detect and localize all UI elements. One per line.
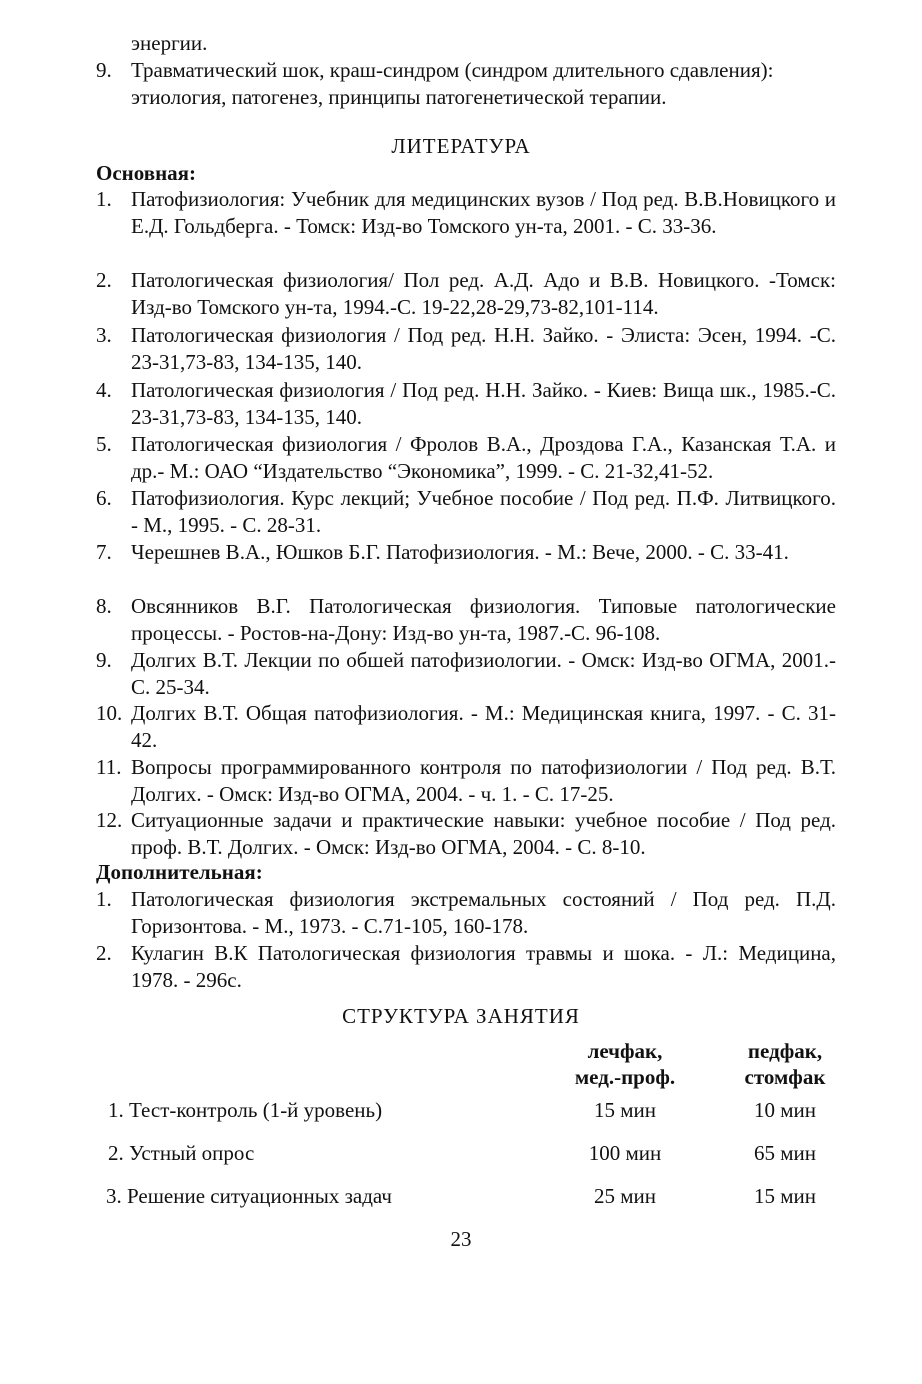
ref-number: 8. [96,594,112,618]
ref-number: 4. [96,378,112,402]
main-ref-12 [96,807,836,861]
ref-number: 7. [96,540,112,564]
additional-literature-heading: Дополнительная: [96,860,263,884]
main-ref-9 [96,647,836,701]
ref-text: Патологическая физиология / Под ред. Н.Н. Зайко. - Киев: Вища шк., 1985.-С. 23-31,73-83, 134-135, 140. [131,378,836,429]
column-header-line: стомфак [744,1065,826,1089]
ref-text: Патофизиология. Курс лекций; Учебное пособие / Под ред. П.Ф. Литвицкого. - М., 1995. - С. 28-31. [131,486,836,537]
main-ref-8 [96,593,836,647]
duration-pedfak: 15 мин [753,1184,816,1208]
main-ref-4 [96,377,836,431]
ref-text: Патологическая физиология / Под ред. Н.Н. Зайко. - Элиста: Эсен, 1994. -С. 23-31,73-83, 134-135, 140. [131,323,836,374]
ref-number: 3. [96,323,112,347]
ref-text: Патологическая физиология/ Пол ред. А.Д. Адо и В.В. Новицкого. -Томск: Изд-во Томского ун-та, 1994.-С. 19-22,28-29,73-82,101-114. [131,268,836,319]
question-text-line-2: этиология, патогенез, принципы патогенетической терапии. [131,85,667,109]
ref-text: Патологическая физиология экстремальных состояний / Под ред. П.Д. Горизонтова. - М., 1973. - С.71-105, 160-178. [131,887,836,938]
question-text-line-1: Травматический шок, краш-синдром (синдром длительного сдавления): [131,58,774,82]
ref-number: 12. [96,808,123,832]
schedule-row [0,1183,922,1213]
schedule-row [0,1140,922,1170]
ref-text: Ситуационные задачи и практические навыки: учебное пособие / Под ред. проф. В.Т. Долгих. - Омск: Изд-во ОГМА, 2004. - С. 8-10. [131,808,836,859]
column-header-line: лечфак, [587,1039,663,1063]
ref-number: 2. [96,268,112,292]
ref-number: 5. [96,432,112,456]
activity-name: 1. Тест-контроль (1-й уровень) [108,1098,383,1122]
ref-text: Долгих В.Т. Лекции по обшей патофизиологии. - Омск: Изд-во ОГМА, 2001.-С. 25-34. [131,648,836,699]
extra-ref-2 [96,940,836,994]
column-header-line: педфак, [747,1039,823,1063]
schedule-title: СТРУКТУРА ЗАНЯТИЯ [342,1004,580,1028]
ref-text: Патологическая физиология / Фролов В.А., Дроздова Г.А., Казанская Т.А. и др.- М.: ОАО “Издательство “Экономика”, 1999. - С. 21-32,41-52. [131,432,836,483]
ref-text: Кулагин В.К Патологическая физиология травмы и шока. - Л.: Медицина, 1978. - 296с. [131,941,836,992]
main-ref-7 [96,539,836,566]
column-header-lechfak [555,1038,695,1090]
ref-text: Вопросы программированного контроля по патофизиологии / Под ред. В.Т. Долгих. - Омск: Изд-во ОГМА, 2004. - ч. 1. - С. 17-25. [131,755,836,806]
ref-text: Черешнев В.А., Юшков Б.Г. Патофизиология. - М.: Вече, 2000. - С. 33-41. [131,540,789,564]
ref-text: Патофизиология: Учебник для медицинских вузов / Под ред. В.В.Новицкого и Е.Д. Гольдберга. - Томск: Изд-во Томского ун-та, 2001. - С. 33-36. [131,187,836,238]
continued-text: энергии. [131,31,208,55]
activity-name: 2. Устный опрос [108,1141,255,1165]
ref-number: 11. [96,755,122,779]
activity-name: 3. Решение ситуационных задач [106,1184,392,1208]
ref-text: Овсянников В.Г. Патологическая физиология. Типовые патологические процессы. - Ростов-на-Дону: Изд-во ун-та, 1987.-С. 96-108. [131,594,836,645]
ref-text: Долгих В.Т. Общая патофизиология. - М.: Медицинская книга, 1997. - С. 31-42. [131,701,836,752]
main-ref-1 [96,186,836,240]
ref-number: 10. [96,701,123,725]
main-ref-10 [96,700,836,754]
duration-pedfak: 10 мин [753,1098,816,1122]
literature-title: ЛИТЕРАТУРА [391,134,531,158]
ref-number: 2. [96,941,112,965]
ref-number: 1. [96,187,112,211]
column-header-pedfak [720,1038,850,1090]
question-number: 9. [96,58,112,82]
extra-ref-1 [96,886,836,940]
page-number: 23 [450,1227,472,1251]
ref-number: 9. [96,648,112,672]
duration-lechfak: 25 мин [593,1184,656,1208]
ref-number: 6. [96,486,112,510]
main-ref-5 [96,431,836,485]
main-ref-6 [96,485,836,539]
main-ref-3 [96,322,836,376]
duration-lechfak: 15 мин [593,1098,656,1122]
ref-number: 1. [96,887,112,911]
main-ref-2 [96,267,836,321]
duration-pedfak: 65 мин [753,1141,816,1165]
column-header-line: мед.-проф. [574,1065,676,1089]
main-literature-heading: Основная: [96,161,197,185]
duration-lechfak: 100 мин [588,1141,662,1165]
main-ref-11 [96,754,836,808]
schedule-row [0,1097,922,1127]
